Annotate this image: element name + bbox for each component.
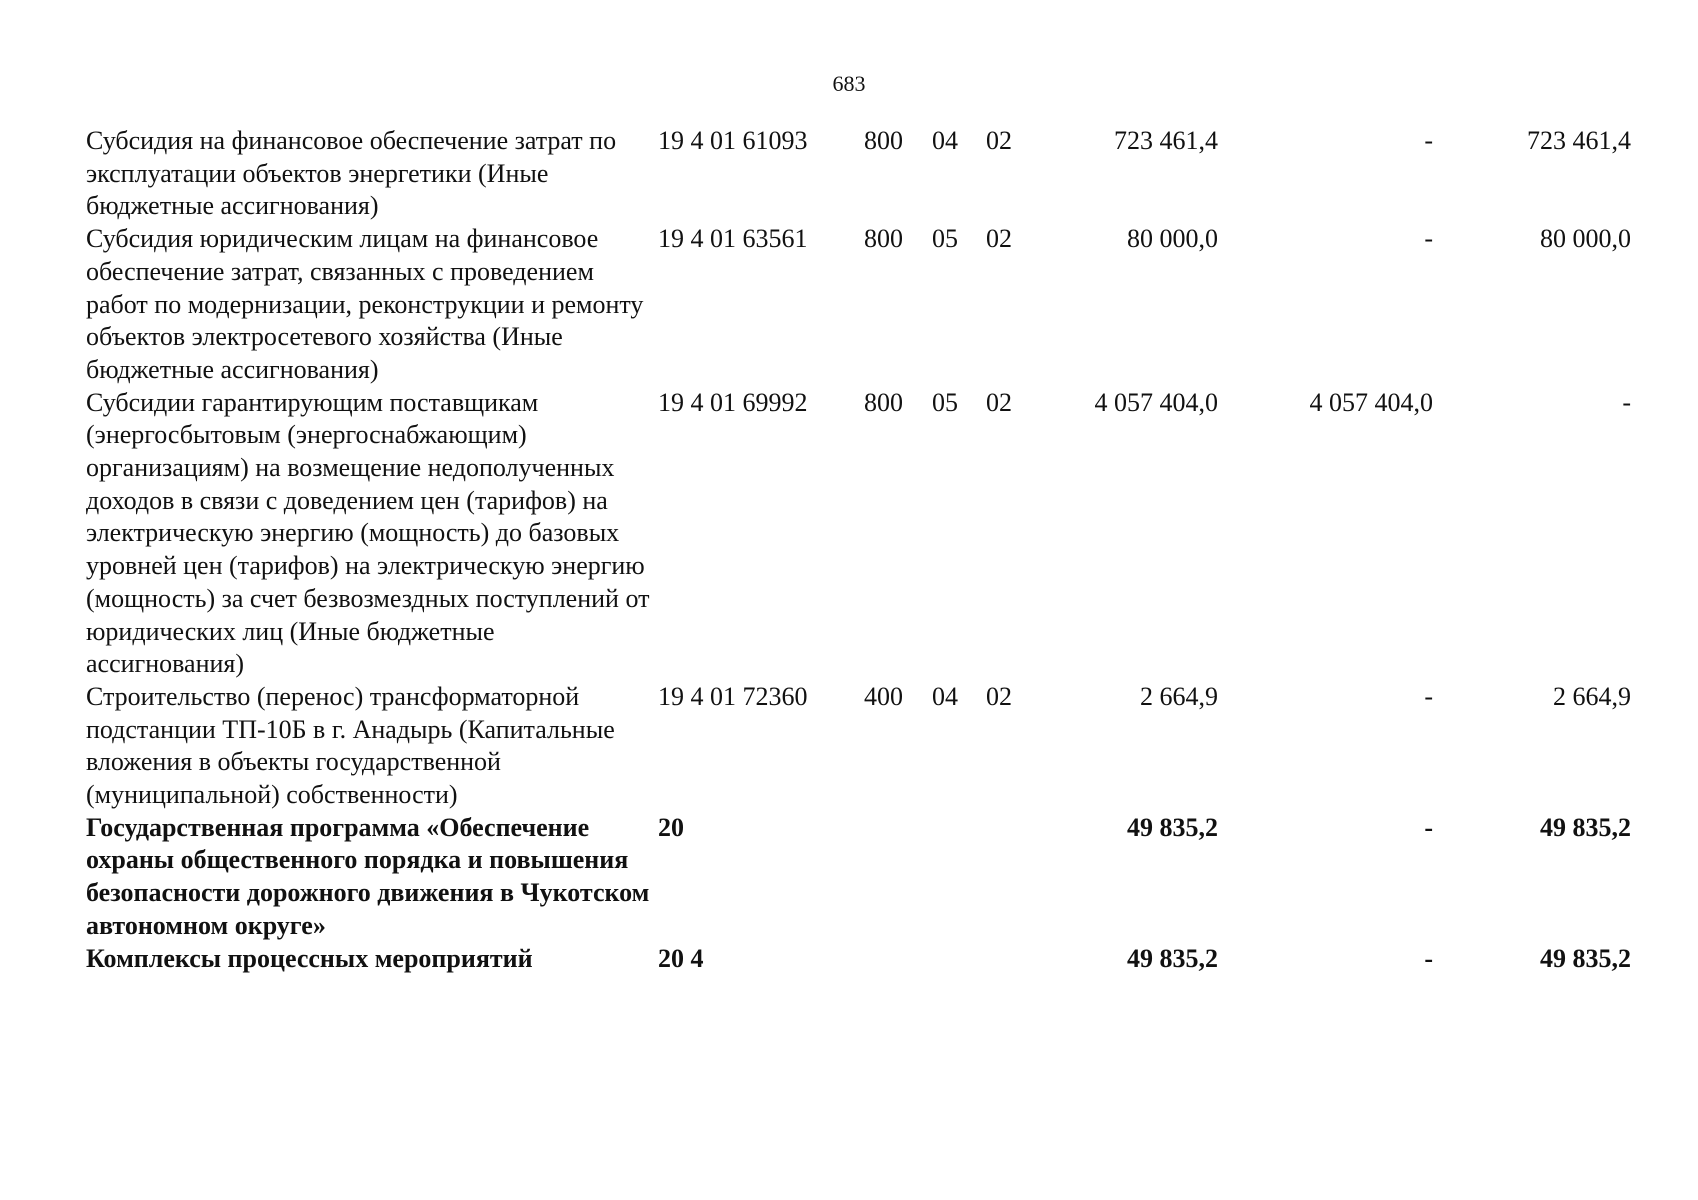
- row-amount: 80 000,0: [1127, 224, 1218, 254]
- row-expense-type: 800: [864, 387, 903, 417]
- row-expense-type: [864, 943, 932, 976]
- row-federal-amount: -: [1424, 224, 1433, 254]
- row-regional-amount: 80 000,0: [1540, 224, 1631, 254]
- table-row: [86, 943, 1631, 976]
- row-program-code: 20: [658, 812, 684, 842]
- row-amount: 49 835,2: [1127, 812, 1218, 842]
- row-subsection: 02: [986, 126, 1012, 155]
- row-regional-amount: 723 461,4: [1527, 126, 1631, 155]
- row-expense-type: 800: [864, 224, 903, 254]
- table-row: [86, 681, 1631, 812]
- row-name: Строительство (перенос) трансформаторной подстанции ТП-10Б в г. Анадырь (Капитальные вложения в объекты государственной (муниципальной) собственности): [86, 681, 615, 810]
- row-name: Комплексы процессных мероприятий: [86, 943, 533, 973]
- row-section: [932, 812, 986, 943]
- row-subsection: 02: [986, 387, 1012, 417]
- row-section: 05: [932, 224, 958, 254]
- row-federal-amount: -: [1424, 943, 1433, 973]
- row-amount: 723 461,4: [1114, 126, 1218, 155]
- row-expense-type: 400: [864, 681, 903, 711]
- row-subsection: [986, 812, 1041, 943]
- row-expense-type: 800: [864, 126, 903, 155]
- row-amount: 4 057 404,0: [1094, 387, 1218, 417]
- page-number: 683: [832, 71, 866, 96]
- row-federal-amount: 4 057 404,0: [1309, 387, 1433, 417]
- row-name: Субсидия юридическим лицам на финансовое обеспечение затрат, связанных с проведением работ по модернизации, реконструкции и ремонту объектов электросетевого хозяйства (Иные бюджетные ассигнования): [86, 224, 644, 384]
- budget-table: [86, 125, 1631, 975]
- row-program-code: 19 4 01 61093: [658, 126, 808, 155]
- table-row: [86, 387, 1631, 681]
- row-section: 04: [932, 126, 958, 155]
- row-program-code: 19 4 01 72360: [658, 681, 808, 711]
- row-program-code: 19 4 01 63561: [658, 224, 808, 254]
- table-row: [86, 812, 1631, 943]
- row-section: [932, 943, 986, 976]
- row-expense-type: [864, 812, 932, 943]
- row-program-code: 20 4: [658, 943, 704, 973]
- table-row: [86, 125, 1631, 223]
- row-program-code: 19 4 01 69992: [658, 387, 808, 417]
- row-regional-amount: -: [1622, 387, 1631, 417]
- row-regional-amount: 2 664,9: [1553, 681, 1631, 711]
- row-subsection: 02: [986, 224, 1012, 254]
- row-regional-amount: 49 835,2: [1540, 943, 1631, 973]
- row-name: Государственная программа «Обеспечение охраны общественного порядка и повышения безопасности дорожного движения в Чукотском автономном округе»: [86, 812, 650, 940]
- row-amount: 2 664,9: [1140, 681, 1218, 711]
- row-subsection: [986, 943, 1041, 976]
- row-section: 05: [932, 387, 958, 417]
- row-section: 04: [932, 681, 958, 711]
- row-federal-amount: -: [1424, 681, 1433, 711]
- row-name: Субсидия на финансовое обеспечение затрат по эксплуатации объектов энергетики (Иные бюджетные ассигнования): [86, 126, 617, 221]
- row-federal-amount: -: [1424, 126, 1433, 155]
- row-name: Субсидии гарантирующим поставщикам (энергосбытовым (энергоснабжающим) организациям) на возмещение недополученных доходов в связи с доведением цен (тарифов) на электрическую энергию (мощность) до базовых уровней цен (тарифов) на электрическую энергию (мощность) за счет безвозмездных поступлений от юридических лиц (Иные бюджетные ассигнования): [86, 387, 650, 679]
- row-subsection: 02: [986, 681, 1012, 711]
- row-amount: 49 835,2: [1127, 943, 1218, 973]
- table-row: [86, 223, 1631, 387]
- row-federal-amount: -: [1424, 812, 1433, 842]
- row-regional-amount: 49 835,2: [1540, 812, 1631, 842]
